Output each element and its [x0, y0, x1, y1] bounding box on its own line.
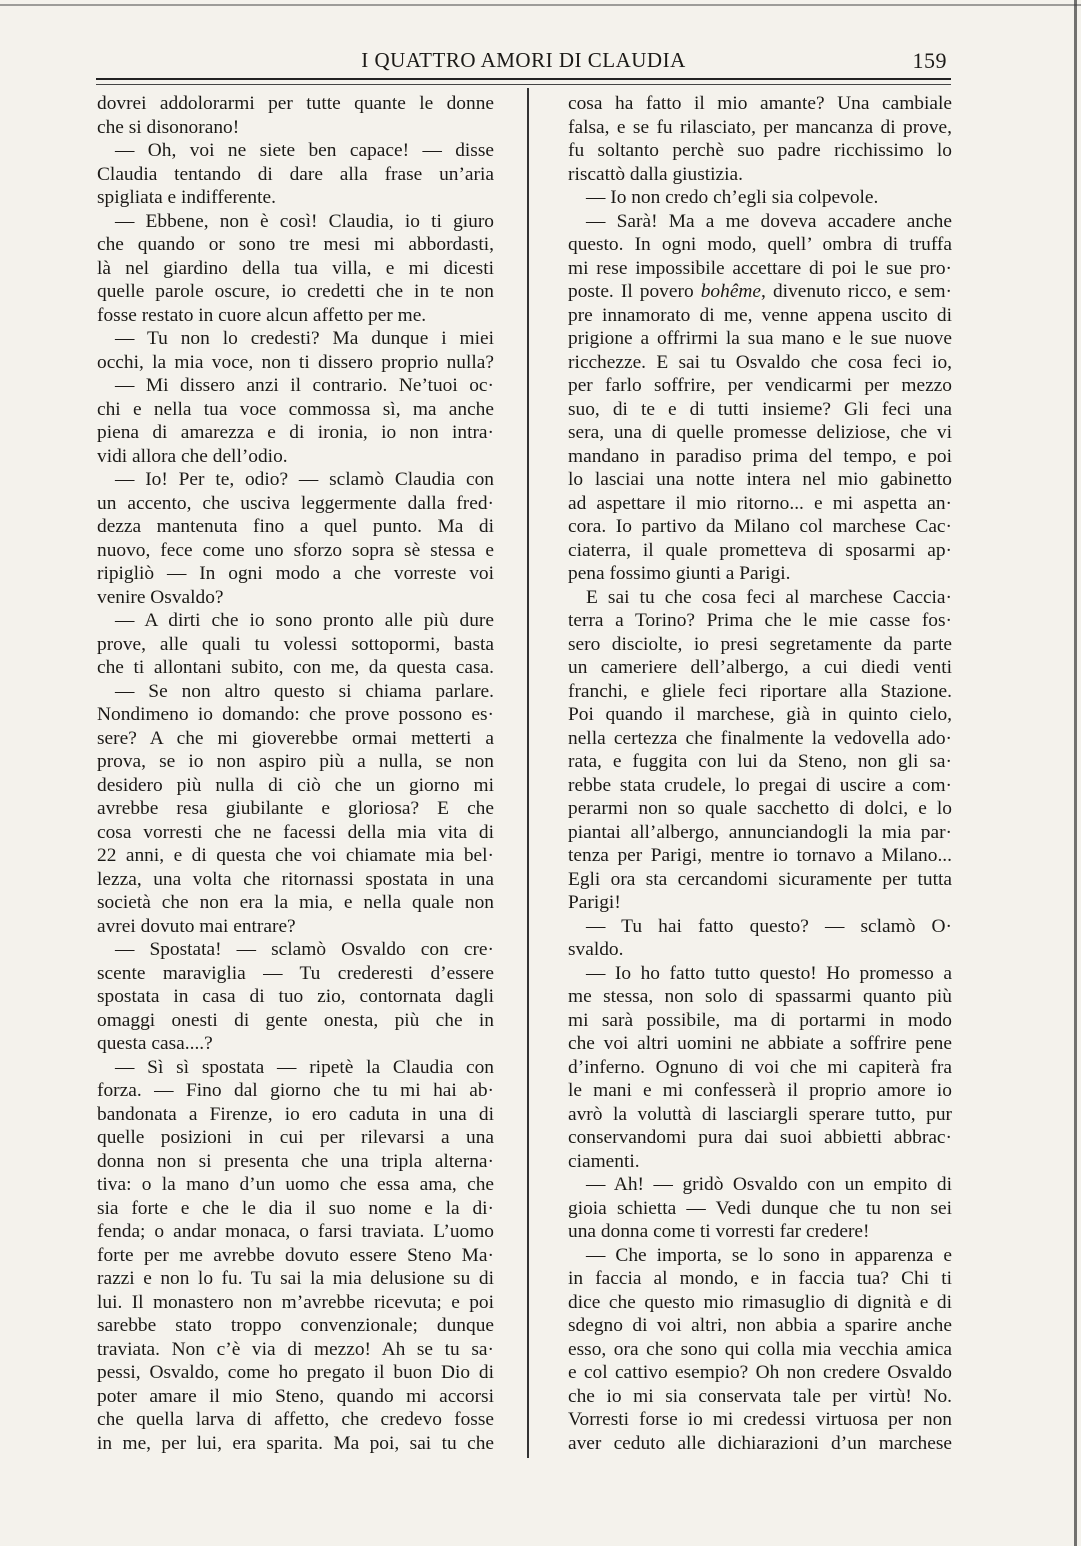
- text-line: là nel giardino della tua villa, e mi dicesti: [97, 257, 494, 279]
- text-line: Claudia tentando di dare alla frase un’aria: [97, 163, 494, 185]
- text-line: — Sì sì spostata — ripetè la Claudia con: [115, 1056, 494, 1078]
- text-line: cosa vorresti che ne facessi della mia vita di: [97, 821, 494, 843]
- text-line: Parigi!: [568, 892, 621, 913]
- text-line: questo. In ogni modo, quell’ ombra di truffa: [568, 234, 952, 255]
- text-line: spostata in casa di tuo zio, contornata dagli: [97, 986, 494, 1007]
- text-line: — Io ho fatto tutto questo! Ho promesso a: [586, 962, 952, 984]
- text-line: pessi, Osvaldo, come ho pregato il buon Dio di: [97, 1362, 494, 1383]
- text-line: svaldo.: [568, 939, 624, 960]
- text-line: Vorresti forse io mi credessi virtuosa per non: [568, 1409, 952, 1430]
- column-divider: [527, 88, 529, 1458]
- text-line: un cameriere dell’albergo, a cui diedi venti: [568, 657, 952, 678]
- text-line: sero disciolte, io presi segretamente da parte: [568, 633, 952, 655]
- text-line: 22 anni, e di questa che voi chiamate mia bel·: [97, 845, 494, 866]
- text-line: poste. Il povero bohême, divenuto ricco, e sem·: [568, 281, 952, 302]
- text-line: Poi quando il marchese, già in quinto cielo,: [568, 704, 952, 725]
- text-line: le mani e mi confesserà il proprio amore io: [568, 1080, 952, 1101]
- text-line: bandonata a Firenze, io ero caduta in una di: [97, 1103, 494, 1125]
- text-line: in me, per lui, era sparita. Ma poi, sai tu che: [97, 1432, 494, 1454]
- text-line: — Sarà! Ma a me doveva accadere anche: [586, 210, 952, 232]
- text-line: in faccia al mondo, e in faccia tua? Chi ti: [568, 1268, 952, 1289]
- text-line: prigione a offrirmi la sua mano e le sue nuove: [568, 328, 952, 349]
- text-line: — Tu non lo credesti? Ma dunque i miei: [115, 328, 494, 349]
- text-line: — Io! Per te, odio? — sclamò Claudia con: [115, 469, 494, 490]
- page-number: 159: [912, 48, 947, 73]
- text-line: lui. Il monastero non m’avrebbe ricevuta; e poi: [97, 1291, 494, 1313]
- text-line: razzi e non lo fu. Tu sai la mia delusione su di: [97, 1268, 494, 1289]
- text-line: forza. — Fino dal giorno che tu mi hai ab·: [97, 1080, 494, 1101]
- text-line: desidero più nulla di ciò che un giorno mi: [97, 774, 494, 796]
- scan-top-edge: [0, 4, 1081, 6]
- text-line: ripigliò — In ogni modo a che vorreste voi: [97, 563, 494, 584]
- text-line: questa casa....?: [97, 1033, 213, 1054]
- text-line: franchi, e gliele feci riportare alla Stazione.: [568, 680, 952, 702]
- text-line: — Ah! — gridò Osvaldo con un empito di: [586, 1174, 952, 1195]
- text-line: — Oh, voi ne siete ben capace! — disse: [115, 140, 494, 161]
- text-line: lo lasciai una notte intera nel mio gabinetto: [568, 469, 952, 490]
- text-line: avrò la voluttà di lasciargli sperare tutto, pur: [568, 1103, 952, 1125]
- text-line: piantai all’albergo, annunciandogli la mia par·: [568, 821, 952, 843]
- text-line: scente maraviglia — Tu crederesti d’essere: [97, 962, 494, 984]
- text-line: rebbe stata crudele, lo pregai di uscire a com·: [568, 774, 952, 796]
- text-line: perarmi non so quale sacchetto di dolci, e lo: [568, 798, 952, 819]
- text-line: poter amare il mio Steno, quando mi accorsi: [97, 1385, 494, 1407]
- text-line: — Tu hai fatto questo? — sclamò O·: [586, 915, 952, 937]
- text-line: società che non era la mia, e nella quale non: [97, 892, 494, 913]
- text-line: terra a Torino? Prima che le mie casse fos·: [568, 610, 952, 631]
- header-rule: [96, 78, 951, 80]
- text-line: vidi allora che dell’odio.: [97, 445, 288, 467]
- text-line: — A dirti che io sono pronto alle più dure: [115, 610, 494, 631]
- text-line: e col cattivo esempio? Oh non credere Osvaldo: [568, 1362, 952, 1383]
- text-line: fu soltanto perchè suo padre ricchissimo lo: [568, 140, 952, 161]
- text-line: dezza mantenuta fino a quel punto. Ma di: [97, 516, 494, 537]
- text-line: — Ebbene, non è così! Claudia, io ti giuro: [115, 210, 494, 232]
- text-line: rata, e fuggita con lui da Steno, non gli sa·: [568, 751, 952, 772]
- text-line: E sai tu che cosa feci al marchese Caccia·: [586, 586, 952, 608]
- text-line: nella certezza che finalmente la vedovella ado·: [568, 727, 952, 749]
- running-header: [96, 48, 951, 78]
- running-title: I QUATTRO AMORI DI CLAUDIA: [361, 48, 686, 72]
- text-line: prove, alle quali tu volessi sottopormi, basta: [97, 633, 494, 655]
- text-line: dovrei addolorarmi per tutte quante le donne: [97, 93, 494, 114]
- text-line: occhi, la mia voce, non ti dissero proprio nulla?: [97, 351, 494, 373]
- text-line: esso, ora che sono qui colla mia vecchia amica: [568, 1338, 952, 1360]
- text-line: sera, una di quelle promesse deliziose, che vi: [568, 422, 952, 443]
- text-line: — Se non altro questo si chiama parlare.: [115, 680, 494, 702]
- text-line: sere? A che mi gioverebbe ormai metterti a: [97, 727, 494, 749]
- text-line: — Spostata! — sclamò Osvaldo con cre·: [115, 939, 494, 960]
- text-line: fenda; o andar monaca, o farsi traviata. L’uomo: [97, 1221, 494, 1242]
- text-line: una donna come ti vorresti far credere!: [568, 1221, 870, 1242]
- text-line: Egli ora sta cercandomi sicuramente per tutta: [568, 868, 952, 890]
- text-line: chi e nella tua voce commossa sì, ma anche: [97, 398, 494, 420]
- text-line: che voi altri uomini ne abbiate a soffrire pene: [568, 1033, 952, 1054]
- text-line: che quando or sono tre mesi mi abbordasti,: [97, 234, 494, 255]
- text-line: prova, se io non aspiro più a nulla, se non: [97, 751, 494, 772]
- right-text-column: [568, 92, 952, 1455]
- text-line: dice che questo mio rimasuglio di dignità e di: [568, 1291, 952, 1313]
- text-line: che quella larva di affetto, che credevo fosse: [97, 1409, 494, 1430]
- text-line: cora. Io partivo da Milano col marchese Cac·: [568, 516, 952, 537]
- text-line: nuovo, fece come uno sforzo sopra sè stessa e: [97, 539, 494, 561]
- text-line: tenza per Parigi, mentre io tornavo a Milano...: [568, 845, 952, 866]
- text-line: pena fossimo giunti a Parigi.: [568, 563, 791, 584]
- text-line: sdegno di voi altri, non abbia a sparire anche: [568, 1315, 952, 1336]
- text-line: quelle parole oscure, io credetti che in te non: [97, 281, 494, 302]
- text-line: d’inferno. Ognuno di voi che mi capiterà fra: [568, 1056, 952, 1078]
- text-line: — Mi dissero anzi il contrario. Ne’tuoi oc·: [115, 375, 494, 396]
- text-line: piena di amarezza e di ironia, io non intra·: [97, 422, 494, 443]
- text-line: riscattò dalla giustizia.: [568, 163, 743, 185]
- text-line: cosa ha fatto il mio amante? Una cambiale: [568, 93, 952, 114]
- text-line: fosse restato in cuore alcun affetto per me.: [97, 304, 427, 326]
- text-line: donna non si presenta che una tripla alterna·: [97, 1150, 494, 1172]
- text-line: mandano in paradiso prima del tempo, e poi: [568, 445, 952, 467]
- text-line: un accento, che usciva leggermente dalla fred·: [97, 492, 494, 514]
- text-line: quelle posizioni in cui per rilevarsi a una: [97, 1127, 494, 1148]
- text-line: forte per me avrebbe dovuto essere Steno Ma·: [97, 1244, 494, 1266]
- text-line: ciamenti.: [568, 1150, 640, 1172]
- text-line: pre innamorato di me, venne appena uscito di: [568, 304, 952, 326]
- text-line: avrebbe resa giubilante e gloriosa? E che: [97, 798, 494, 819]
- left-text-column: [97, 92, 494, 1455]
- text-line: venire Osvaldo?: [97, 586, 224, 608]
- text-line: mi rese impossibile accettare di poi le sue pro·: [568, 257, 952, 279]
- text-line: me stessa, non solo di spassarmi quanto più: [568, 986, 952, 1007]
- text-line: falsa, e se fu rilasciato, per mancanza di prove,: [568, 116, 952, 138]
- text-line: — Io non credo ch’egli sia colpevole.: [586, 187, 879, 208]
- text-line: suo, di te e di tutti insieme? Gli feci una: [568, 398, 952, 420]
- text-line: spigliata e indifferente.: [97, 187, 276, 208]
- text-line: che si disonorano!: [97, 116, 240, 138]
- text-line: conservandomi pura dai suoi abbietti abbrac·: [568, 1127, 952, 1148]
- text-line: Nondimeno io domando: che prove possono es·: [97, 704, 494, 725]
- text-line: ciaterra, il quale prometteva di sposarmi ap·: [568, 539, 952, 561]
- text-line: ricchezze. E sai tu Osvaldo che cosa feci io,: [568, 351, 952, 373]
- text-line: per farlo soffrire, per vendicarmi per mezzo: [568, 375, 952, 396]
- scan-right-edge: [1074, 0, 1077, 1546]
- header-rule-thin: [96, 84, 951, 85]
- text-line: che io mi sia conservata tale per virtù! No.: [568, 1385, 952, 1407]
- text-line: traviata. Non c’è via di mezzo! Ah se tu sa·: [97, 1338, 494, 1360]
- text-line: che ti allontani subito, con me, da questa casa.: [97, 657, 494, 678]
- text-line: ad aspettare il mio ritorno... e mi aspetta an·: [568, 492, 952, 514]
- text-line: — Che importa, se lo sono in apparenza e: [586, 1244, 952, 1266]
- text-line: avrei dovuto mai entrare?: [97, 915, 296, 937]
- text-line: lezza, una volta che ritornassi spostata in una: [97, 868, 494, 890]
- text-line: aver ceduto alle dichiarazioni d’un marchese: [568, 1432, 952, 1454]
- text-line: sarebbe stato troppo convenzionale; dunque: [97, 1315, 494, 1336]
- text-line: omaggi onesti di gente onesta, più che in: [97, 1009, 494, 1031]
- text-line: mi sarà possibile, ma di portarmi in modo: [568, 1009, 952, 1031]
- text-line: tiva: o la mano d’un uomo che essa ama, che: [97, 1174, 494, 1195]
- text-line: gioia schietta — Vedi dunque che tu non sei: [568, 1197, 952, 1219]
- text-line: sia forte e che le dia il suo nome e la di·: [97, 1197, 494, 1219]
